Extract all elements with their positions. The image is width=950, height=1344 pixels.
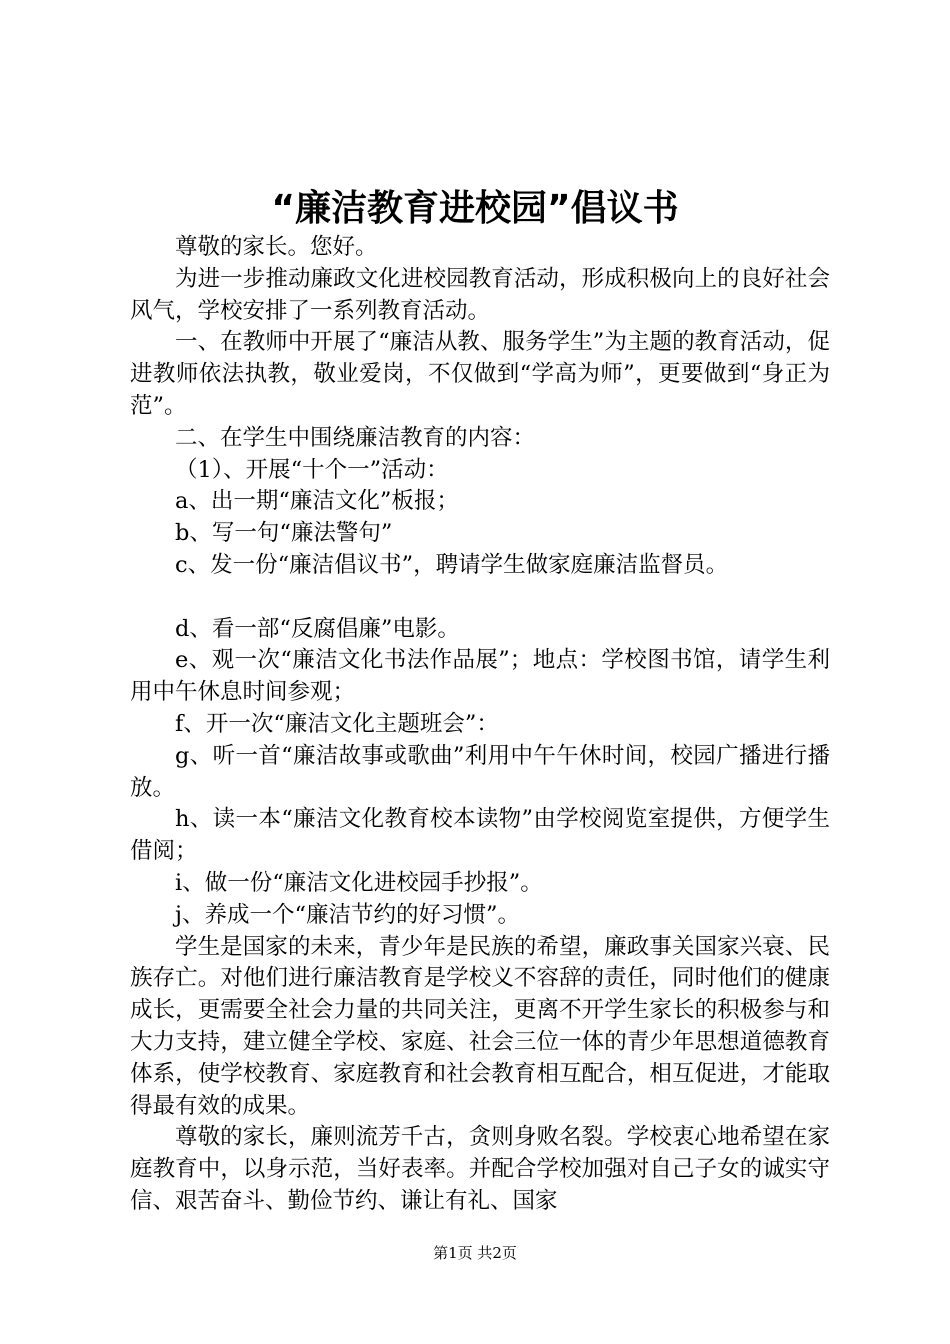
blank-line [130, 582, 830, 614]
list-item-a: a、出一期“廉洁文化”板报； [175, 488, 459, 515]
list-item-f: f、开一次“廉洁文化主题班会”： [175, 710, 499, 737]
list-item-d: d、看一部“反腐倡廉”电影。 [175, 615, 460, 642]
list-item-g: g、听一首“廉洁故事或歌曲”利用中午午休时间，校园广播进行播放。 [130, 742, 830, 801]
paragraph-teachers: 一、在教师中开展了“廉洁从教、服务学生”为主题的教育活动，促进教师依法执教，敬业爱岗，不仅做到“学高为师”，更要做到“身正为范”。 [130, 329, 830, 419]
paragraph-students: 二、在学生中围绕廉洁教育的内容： [175, 424, 536, 451]
list-item-h: h、读一本“廉洁文化教育校本读物”由学校阅览室提供，方便学生借阅； [130, 806, 830, 865]
paragraph-responsibility: 学生是国家的未来，青少年是民族的希望，廉政事关国家兴衰、民族存亡。对他们进行廉洁教育是学校义不容辞的责任，同时他们的健康成长，更需要全社会力量的共同关注，更离不开学生家长的积极参与和大力支持，建立健全学校、家庭、社会三位一体的青少年思想道德教育体系，使学校教育、家庭教育和社会教育相互配合，相互促进，才能取得最有效的成果。 [130, 933, 830, 1119]
document-body [130, 232, 830, 1218]
list-item-i: i、做一份“廉洁文化进校园手抄报”。 [175, 869, 543, 896]
document-title: “廉洁教育进校园”倡议书 [271, 188, 679, 229]
list-item-c: c、发一份“廉洁倡议书”，聘请学生做家庭廉洁监督员。 [175, 551, 729, 578]
page-number-footer: 第1页 共2页 [433, 1244, 517, 1262]
paragraph-greeting: 尊敬的家长。您好。 [175, 234, 378, 260]
paragraph-appeal: 尊敬的家长，廉则流芳千古，贪则身败名裂。学校衷心地希望在家庭教育中，以身示范，当好表率。并配合学校加强对自己子女的诚实守信、艰苦奋斗、勤俭节约、谦让有礼、国家 [130, 1124, 830, 1214]
list-item-j: j、养成一个“廉洁节约的好习惯”。 [175, 901, 520, 928]
list-item-e: e、观一次“廉洁文化书法作品展”；地点：学校图书馆，请学生利用中午休息时间参观； [130, 647, 830, 706]
list-item-b: b、写一句“廉法警句” [175, 520, 393, 547]
paragraph-activities-heading: （1）、开展“十个一”活动： [175, 456, 449, 483]
paragraph-intro: 为进一步推动廉政文化进校园教育活动，形成积极向上的良好社会风气，学校安排了一系列教育活动。 [130, 265, 830, 324]
